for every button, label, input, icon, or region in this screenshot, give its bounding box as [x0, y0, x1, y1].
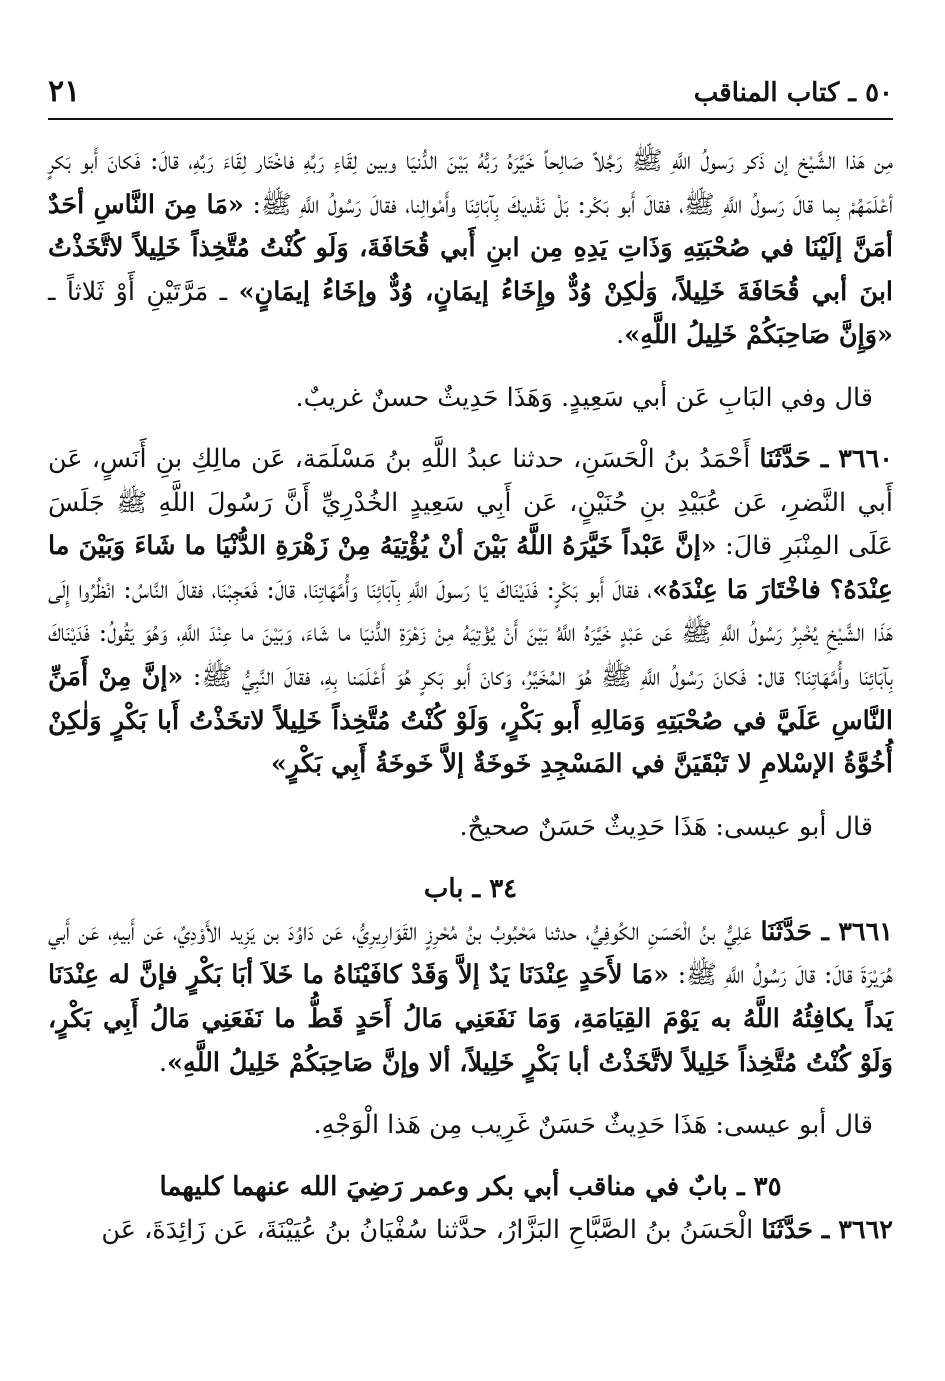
narrative-text: ـ مَرَّتَيْنِ أَوْ ثَلاثاً ـ	[48, 276, 239, 307]
hadith-3660	[48, 438, 893, 787]
hadith-text: «إنَّ عَبْداً خَيَّرَهُ اللَّهُ بَيْنَ أنْ يُؤْتِيَهُ مِنْ زَهْرَةِ الدُّنْيَا ما شَاءَ وَبَيْنَ ما عِنْدَهُ؟ فاخْتَارَ مَا عِنْدَهُ»	[48, 531, 893, 605]
spacer	[48, 787, 893, 805]
hadith-text: «مَا لأَحَدٍ عِنْدَنَا يَدٌ إلاَّ وَقَدْ كافَيْنَاهُ ما خَلاَ أبَا بَكْرٍ فإنَّ له عِنْدَنَا يَداً يكافِئُهُ اللَّهُ به يَوْمَ القِيَامَةِ، وَمَا نَفَعَنِي مَالُ أَحَدٍ قَطُّ ما نَفَعَنِي مَالُ أَبِي بَكْرٍ، وَلَوْ كُنْتُ مُتَّخِذاً خَلِيلاً لاتَّخَذْتُ أبا بَكْرٍ خَلِيلاً، ألا وإنَّ صَاحِبَكُمْ خَلِيلُ اللَّهِ»	[48, 960, 893, 1078]
hadith-number: ٣٦٦١ ـ حَدَّثَنَا	[760, 916, 893, 947]
page-header	[48, 74, 893, 120]
hadith-3661	[48, 911, 893, 1085]
grading-note: قال وفي البَابِ عَن أبي سَعِيدٍ. وَهَذَا حَدِيثٌ حسنٌ غريبٌ.	[295, 382, 873, 413]
narrative-text: الْحَسَنُ بنُ الصَّبَّاحِ البَزَّارُ، حدَّثنا سُفْيَانُ بنُ عُيَيْنَةَ، عَن زَائِدَةَ، عَن	[101, 1215, 762, 1246]
grading-note: قال أبو عيسى: هَذَا حَدِيثٌ حَسَنٌ صحيحٌ.	[459, 811, 873, 842]
page	[48, 0, 893, 1381]
section-title-35: ٣٥ ـ بابٌ في مناقب أبي بكر وعمر رَضِيَ الله عنهما كليهما	[159, 1172, 782, 1203]
page-number: ٢١	[48, 74, 81, 109]
punctuation: .	[158, 1047, 168, 1078]
spacer	[48, 849, 893, 867]
narrative-text: عَلِيُّ بنُ الْحَسَنِ الكُوفِيُّ، حدثنا مَحْبُوبُ بنُ مُحْرِزٍ القَوَارِيرِيُّ، عَن دَاوُدَ بن يَزِيد الأَوْدِيِّ، عَن أَبيهِ، عَن أَبي هُرَيْرَةَ قالَ: قالَ رَسُولُ اللَّهِ ﷺ:	[48, 916, 893, 991]
narrative-text: مِن هَذا الشَّيْخ إن ذَكر رَسولُ اللَّهِ ﷺ رَجُلاً صَالِحاً خَيَّرَهُ رَبُّهُ بَيْنَ الدُّنيَا وبين لِقَاءِ رَبِّهِ فاخْتَار لِقَاءَ رَبِّهِ، قالَ: فَكانَ أَبو بَكرٍ أعْلَمَهُمْ بِما قالَ رَسولُ اللَّهِ ﷺ، فقالَ أَبو بَكْر: بَلْ نَفْديكَ بِآبَائِنَا وأَمْوالِنا، فقالَ رَسُولُ اللَّهِ ﷺ:	[48, 146, 893, 220]
narrative-text: ، فقالَ أَبو بَكْرٍ: فَدَيْنَاكَ يَا رَسولَ اللَّهِ بِآبَائِنَا وَأُمَّهَاتِنَا، قالَ: فَعَجِبْنَا، فقالَ النَّاسُ: انْظُرُوا إِلَى هَذَا الشَّيْخِ يُخْبِرُ رَسُولُ اللَّهِ ﷺ عَن عَبْدٍ خَيَّرَهُ اللَّهُ بَيْنَ أَنْ يُؤْتِيَهُ مِنْ زَهْرَةِ الدُّنيَا ما شَاءَ، وَبَيْنَ ما عِنْدَ اللَّهِ، وَهُوَ يَقُولُ: فَدَيْنَاكَ بِآبَائِنَا وأُمَّهَاتِنَا؟ قال: فَكانَ رَسُولُ اللَّهِ ﷺ هُوَ المُخَيَّرُ، وَكانَ أَبو بَكرٍ هُوَ أَعْلَمَنا بِهِ، فقالَ النَّبِيُّ ﷺ:	[48, 574, 893, 692]
spacer	[48, 420, 893, 438]
paragraph-continuation	[48, 140, 893, 358]
hadith-text: «وَإِنَّ صَاحِبَكُمْ خَلِيلُ اللَّهِ»	[624, 320, 893, 351]
hadith-number: ٣٦٦٠ ـ حَدَّثَنَا	[759, 443, 893, 474]
hadith-number: ٣٦٦٢ ـ حَدَّثَنَا	[761, 1215, 893, 1246]
grading-note: قال أبو عيسى: هَذَا حَدِيثٌ حَسَنٌ غَرِيب مِن هَذا الْوَجْهِ.	[313, 1110, 873, 1141]
hadith-text: «إنَّ مِنْ أَمَنِّ النَّاسِ عَلَيَّ في صُحْبَتِهِ وَمَالِهِ أَبو بَكْرٍ، وَلَوْ كُنْتُ مُتَّخِذاً خَلِيلاً لاتخَذْتُ أَبا بَكْرٍ وَلٰكِنْ أُخُوَّةُ الإسْلامِ لا تَبْقَيَنَّ في المَسْجِدِ خَوخَةٌ إلاَّ خَوخَةُ أَبِي بَكْرٍ»	[48, 661, 893, 780]
hadith-3662	[48, 1209, 893, 1253]
spacer	[48, 1085, 893, 1103]
punctuation: .	[616, 320, 625, 351]
page-body	[48, 140, 893, 1253]
spacer	[48, 1147, 893, 1165]
chapter-title: ٥٠ ـ كتاب المناقب	[693, 78, 893, 108]
spacer	[48, 358, 893, 376]
section-title-34: ٣٤ ـ باب	[423, 873, 518, 904]
narrative-text: أَحْمَدُ بنُ الْحَسَنِ، حدثنا عبدُ اللَّهِ بنُ مَسْلَمَة، عَن مالِكِ بنِ أَنَسٍ، عَن أَبي النَّضرِ، عَن عُبَيْدِ بنِ حُنَيْنٍ، عَن أَبِي سَعِيدٍ الخُدْرِيِّ أَنَّ رَسُولَ اللَّهِ ﷺ جَلَسَ عَلَى المِنْبَرِ قالَ:	[48, 443, 893, 562]
hadith-text: «مَا مِنَ النَّاسِ أحَدٌ أمَنَّ إلَيْنَا في صُحْبَتِهِ وَذَاتِ يَدِهِ مِن ابنِ أَبي قُحَافَةَ، وَلَو كُنْتُ مُتَّخِذاً خَلِيلاً لاتَّخَذْتُ ابنَ أبي قُحَافَةَ خَلِيلاً، وَلٰكِنْ وُدٌّ وإِخَاءُ إيمَانٍ، وُدٌّ وإخَاءُ إيمَانٍ»	[48, 189, 894, 307]
